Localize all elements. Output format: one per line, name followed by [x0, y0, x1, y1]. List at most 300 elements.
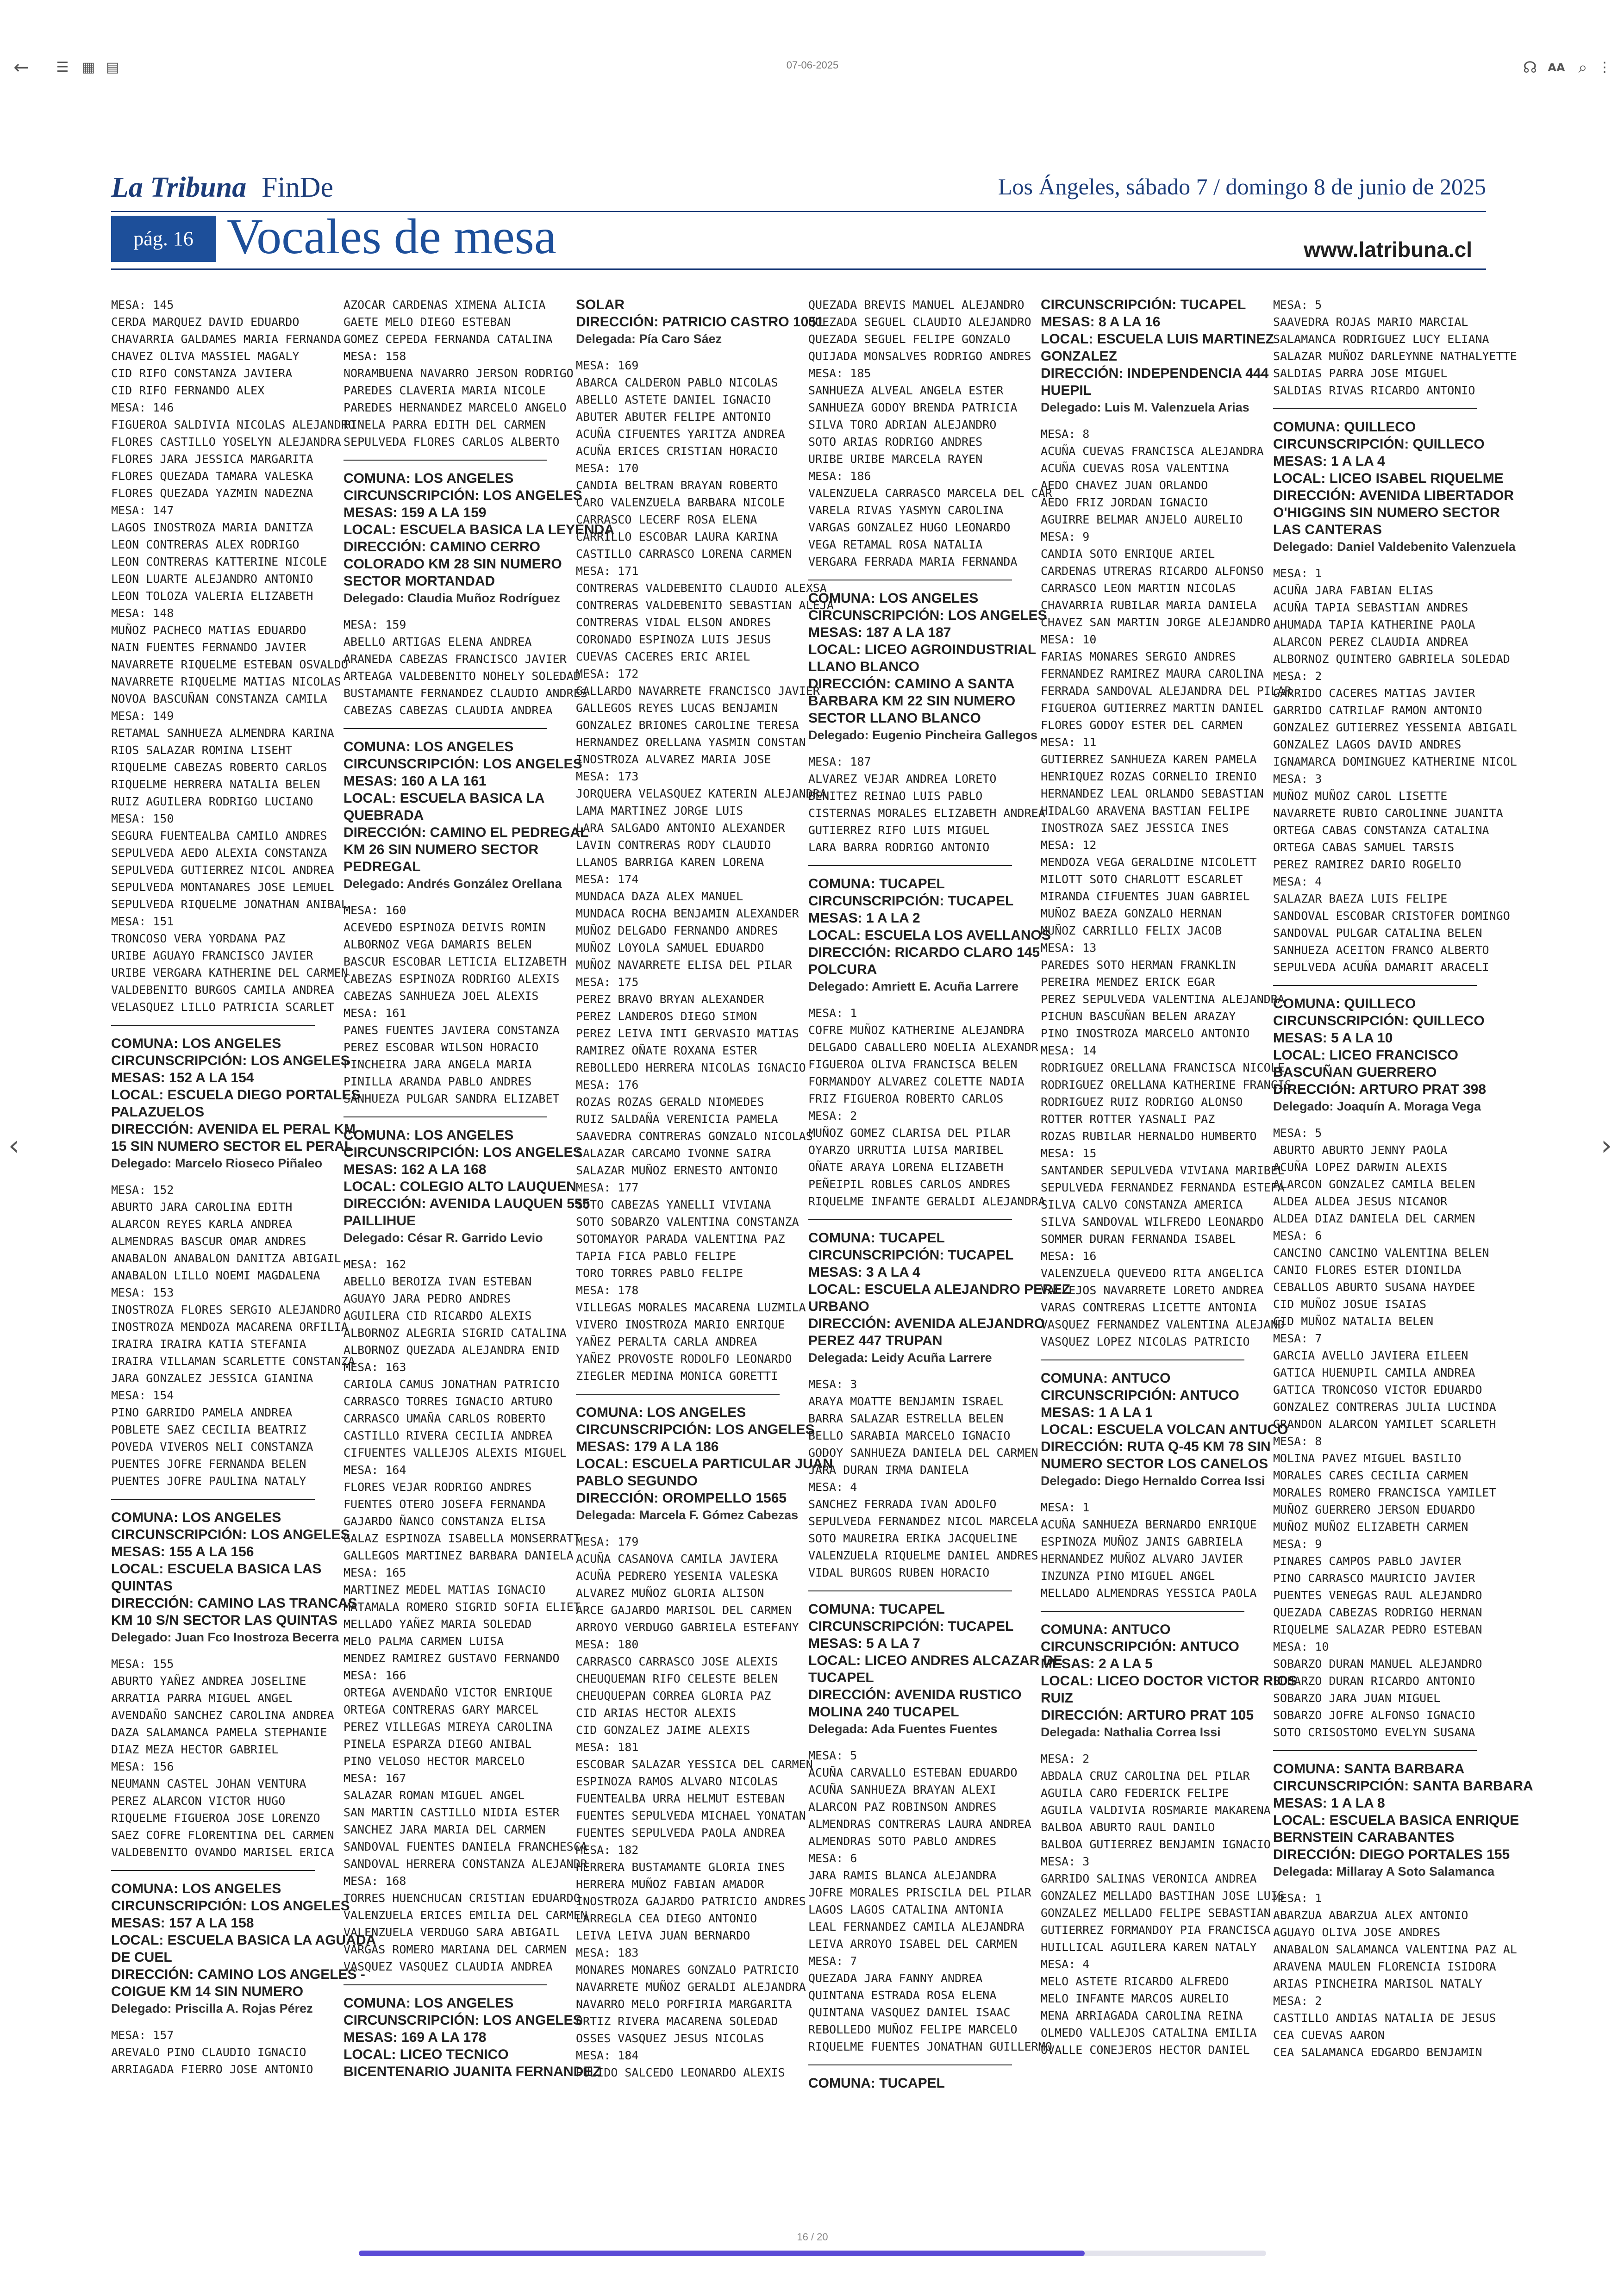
voter-name: OYARZO URRUTIA LUISA MARIBEL [808, 1143, 1004, 1157]
voter-name: PEREZ VILLEGAS MIREYA CAROLINA [344, 1720, 553, 1734]
mesa-list-block [344, 296, 574, 450]
more-options-icon[interactable]: ⋮ [1598, 59, 1612, 75]
search-icon[interactable]: ⌕ [1578, 58, 1587, 77]
mesa-number: MESA: 170 [576, 461, 639, 475]
mesa-number: MESA: 164 [344, 1463, 406, 1477]
voter-name: VIDAL BURGOS RUBEN HORACIO [808, 1566, 990, 1579]
mesa-number: MESA: 154 [111, 1389, 174, 1402]
mesa-list-block [344, 1256, 587, 1975]
voter-name: PINCHEIRA JARA ANGELA MARIA [344, 1058, 532, 1071]
polling-place-line: COMUNA: SANTA BARBARA [1273, 1761, 1465, 1777]
voter-name: LLANOS BARRIGA KAREN LORENA [576, 855, 764, 869]
voter-name: SALAZAR MUÑOZ ERNESTO ANTONIO [576, 1164, 778, 1177]
polling-place-line: DE CUEL [111, 1950, 172, 1965]
voter-name: PINO INOSTROZA MARCELO ANTONIO [1041, 1027, 1250, 1040]
voter-name: VALENZUELA VERDUGO SARA ABIGAIL [344, 1926, 560, 1939]
mesa-number: MESA: 172 [576, 667, 639, 680]
mesa-list-block [1041, 1499, 1257, 1602]
voter-name: AZOCAR CARDENAS XIMENA ALICIA [344, 298, 546, 312]
polling-place-line: DIRECCIÓN: CAMINO LAS TRANCAS [111, 1596, 357, 1611]
voter-name: ALBORNOZ ALEGRIA SIGRID CATALINA [344, 1326, 567, 1340]
voter-name: AVENDAÑO SANCHEZ CAROLINA ANDREA [111, 1709, 334, 1722]
voter-name: GALLARDO NAVARRETE FRANCISCO JAVIER [576, 684, 820, 698]
mesa-number: MESA: 152 [111, 1183, 174, 1197]
delegado-name: Delegada: Pía Caro Sáez [576, 332, 722, 346]
voter-name: LARA BARRA RODRIGO ANTONIO [808, 841, 990, 854]
voter-name: HERNANDEZ LEAL ORLANDO SEBASTIAN [1041, 787, 1264, 800]
voter-name: LEON LUARTE ALEJANDRO ANTONIO [111, 572, 313, 586]
voter-name: HERNANDEZ MUÑOZ ALVARO JAVIER [1041, 1552, 1243, 1565]
voter-name: YAÑEZ PERALTA CARLA ANDREA [576, 1335, 757, 1348]
polling-place-line: LOCAL: ESCUELA BASICA LA [344, 791, 545, 806]
voter-name: COFRE MUÑOZ KATHERINE ALEJANDRA [808, 1023, 1024, 1037]
voter-name: GARRIDO CATRILAF RAMON ANTONIO [1273, 704, 1482, 717]
polling-place-line: GONZALEZ [1041, 349, 1117, 364]
polling-place-line: LOCAL: ESCUELA DIEGO PORTALES [111, 1087, 361, 1103]
polling-place-line: LOCAL: LICEO ANDRES ALCAZAR DE [808, 1653, 1063, 1668]
polling-place-line: BASCUÑAN GUERRERO [1273, 1065, 1437, 1080]
voter-name: GUTIERREZ RIFO LUIS MIGUEL [808, 823, 990, 837]
polling-place-line: MESAS: 162 A LA 168 [344, 1162, 487, 1177]
polling-place-line: MESAS: 179 A LA 186 [576, 1439, 719, 1454]
voter-name: ORTEGA CABAS CONSTANZA CATALINA [1273, 823, 1489, 837]
voter-name: MUÑOZ LOYOLA SAMUEL EDUARDO [576, 941, 764, 954]
delegado-name: Delegado: Eugenio Pincheira Gallegos [808, 728, 1038, 742]
mesa-number: MESA: 5 [808, 1749, 857, 1762]
delegado-name: Delegado: César R. Garrido Levio [344, 1231, 543, 1245]
article-view-icon[interactable]: ▤ [106, 59, 119, 75]
voter-name: MELO INFANTE MARCOS AURELIO [1041, 1992, 1229, 2005]
polling-place-line: CIRCUNSCRIPCIÓN: LOS ANGELES [344, 488, 582, 503]
polling-place-block [111, 1025, 361, 1172]
polling-place-line: DIRECCIÓN: INDEPENDENCIA 444 [1041, 366, 1269, 381]
voter-name: ACUÑA SANHUEZA BERNARDO ENRIQUE [1041, 1518, 1257, 1531]
voter-name: MUÑOZ BAEZA GONZALO HERNAN [1041, 907, 1222, 920]
polling-place-line: LOCAL: ESCUELA BASICA LA LEYENDA [344, 522, 614, 537]
page-progress-bar[interactable] [359, 2251, 1266, 2256]
voter-name: AGUILA CARO FEDERICK FELIPE [1041, 1786, 1229, 1800]
voter-name: CONTRERAS VIDAL ELSON ANDRES [576, 616, 771, 629]
voter-name: PEREZ LEIVA INTI GERVASIO MATIAS [576, 1027, 799, 1040]
voter-name: SANDOVAL ESCOBAR CRISTOFER DOMINGO [1273, 909, 1510, 923]
polling-place-line: CIRCUNSCRIPCIÓN: LOS ANGELES [808, 608, 1047, 623]
voter-name: QUEZADA SEGUEL FELIPE GONZALO [808, 332, 1011, 346]
voter-name: NOVOA BASCUÑAN CONSTANZA CAMILA [111, 692, 327, 705]
next-page-arrow-icon[interactable]: › [1601, 1129, 1612, 1162]
mesa-list-block [1041, 425, 1292, 1350]
polling-place-line: DIRECCIÓN: AVENIDA RUSTICO [808, 1687, 1022, 1703]
voter-name: MILOTT SOTO CHARLOTT ESCARLET [1041, 873, 1243, 886]
voter-name: SEGURA FUENTEALBA CAMILO ANDRES [111, 829, 327, 842]
delegado-name: Delegado: Claudia Muñoz Rodríguez [344, 591, 561, 605]
voter-name: PINELA ESPARZA DIEGO ANIBAL [344, 1737, 532, 1751]
mesa-number: MESA: 161 [344, 1006, 406, 1020]
mesa-number: MESA: 159 [344, 618, 406, 631]
section-divider [1273, 408, 1477, 409]
mesa-number: MESA: 146 [111, 401, 174, 414]
voter-name: NAIN FUENTES FERNANDO JAVIER [111, 641, 306, 654]
voter-name: ALVAREZ VEJAR ANDREA LORETO [808, 772, 997, 786]
mesa-number: MESA: 182 [576, 1843, 639, 1857]
voter-name: SANHUEZA ACEITON FRANCO ALBERTO [1273, 943, 1489, 957]
polling-place-line: MESAS: 160 A LA 161 [344, 773, 487, 789]
voter-name: NAVARRETE RIQUELME MATIAS NICOLAS [111, 675, 341, 688]
voter-name: ACUÑA ERICES CRISTIAN HORACIO [576, 444, 778, 458]
voter-name: CHAVEZ OLIVA MASSIEL MAGALY [111, 349, 300, 363]
vocales-columns [111, 296, 1533, 2157]
voter-name: VALLEJOS NAVARRETE LORETO ANDREA [1041, 1284, 1264, 1297]
voter-name: RODRIGUEZ ORELLANA FRANCISCA NICOLE [1041, 1061, 1285, 1074]
polling-place-line: MESAS: 157 A LA 158 [111, 1915, 254, 1931]
polling-place-line: CIRCUNSCRIPCIÓN: LOS ANGELES [111, 1053, 350, 1068]
mesa-number: MESA: 180 [576, 1638, 639, 1651]
mesa-list-block [808, 1004, 1045, 1210]
voter-name: VALDEBENITO OVANDO MARISEL ERICA [111, 1846, 334, 1859]
polling-place-line: DIRECCIÓN: CAMINO EL PEDREGAL [344, 825, 589, 840]
mesa-list-block [111, 2027, 324, 2078]
page-progress-fill [359, 2251, 1085, 2256]
voter-name: SOTO CABEZAS YANELLI VIVIANA [576, 1198, 771, 1211]
polling-place-line: MESAS: 1 A LA 8 [1273, 1796, 1385, 1811]
voter-name: ESCOBAR SALAZAR YESSICA DEL CARMEN [576, 1758, 813, 1771]
mesa-number: MESA: 177 [576, 1181, 639, 1194]
voter-name: AEDO FRIZ JORDAN IGNACIO [1041, 496, 1208, 509]
polling-place-line: PALAZUELOS [111, 1104, 205, 1120]
grid-view-icon[interactable]: ▦ [81, 59, 95, 75]
voter-name: PEREIRA MENDEZ ERICK EGAR [1041, 975, 1215, 989]
voter-name: AEDO CHAVEZ JUAN ORLANDO [1041, 479, 1208, 492]
voter-name: PINO GARRIDO PAMELA ANDREA [111, 1406, 293, 1419]
mesa-number: MESA: 10 [1273, 1640, 1329, 1653]
voter-name: VASQUEZ FERNANDEZ VALENTINA ALEJAND [1041, 1318, 1285, 1331]
voter-name: PINELA PARRA EDITH DEL CARMEN [344, 418, 546, 431]
polling-place-line: MESAS: 159 A LA 159 [344, 505, 487, 520]
voter-name: JORQUERA VELASQUEZ KATERIN ALEJANDRA [576, 787, 827, 800]
voter-name: CID RIFO FERNANDO ALEX [111, 384, 265, 397]
voter-name: PINARES CAMPOS PABLO JAVIER [1273, 1554, 1462, 1568]
voter-name: PEREZ RAMIREZ DARIO ROGELIO [1273, 858, 1462, 871]
mesa-number: MESA: 183 [576, 1946, 639, 1959]
mesa-number: MESA: 184 [576, 2049, 639, 2062]
mesa-number: MESA: 173 [576, 770, 639, 783]
voter-name: OÑATE ARAYA LORENA ELIZABETH [808, 1160, 1004, 1174]
polling-place-line: DIRECCIÓN: OROMPELLO 1565 [576, 1491, 787, 1506]
voter-name: CASTILLO ANDIAS NATALIA DE JESUS [1273, 2011, 1496, 2025]
polling-place-line: COMUNA: LOS ANGELES [111, 1036, 281, 1051]
voter-name: PAREDES HERNANDEZ MARCELO ANGELO [344, 401, 567, 414]
mesa-number: MESA: 155 [111, 1657, 174, 1671]
voter-name: GONZALEZ MELLADO BASTIHAN JOSE LUIS [1041, 1889, 1285, 1902]
voter-name: SALAZAR CARCAMO IVONNE SAIRA [576, 1147, 771, 1160]
mesa-number: MESA: 3 [808, 1378, 857, 1391]
voter-name: VARAS CONTRERAS LICETTE ANTONIA [1041, 1301, 1257, 1314]
polling-place-line: COMUNA: QUILLECO [1273, 996, 1416, 1011]
voter-name: TRONCOSO VERA YORDANA PAZ [111, 932, 286, 945]
polling-place-line: COIGUE KM 14 SIN NUMERO [111, 1984, 304, 1999]
mesa-list-block [1273, 1890, 1517, 2061]
voter-name: CUEVAS CACERES ERIC ARIEL [576, 650, 750, 663]
text-size-button[interactable]: AA [1548, 61, 1565, 74]
voter-name: ORTEGA AVENDAÑO VICTOR ENRIQUE [344, 1686, 553, 1699]
delegado-name: Delegada: Nathalia Correa Issi [1041, 1725, 1221, 1739]
mesa-number: MESA: 1 [1273, 567, 1322, 580]
mesa-number: MESA: 8 [1273, 1434, 1322, 1448]
voter-name: LARREGLA CEA DIEGO ANTONIO [576, 1912, 757, 1925]
voter-name: REBOLLEDO MUÑOZ FELIPE MARCELO [808, 2023, 1018, 2036]
polling-place-line: COMUNA: LOS ANGELES [111, 1510, 281, 1525]
voter-name: PAREDES CLAVERIA MARIA NICOLE [344, 384, 546, 397]
polling-place-line: QUINTAS [111, 1578, 173, 1594]
polling-place-line: BERNSTEIN CARABANTES [1273, 1830, 1455, 1845]
mesa-number: MESA: 150 [111, 812, 174, 825]
voter-name: HERRERA MUÑOZ FABIAN AMADOR [576, 1877, 764, 1891]
voter-name: ARCE GAJARDO MARISOL DEL CARMEN [576, 1603, 792, 1617]
voter-name: CANCINO CANCINO VALENTINA BELEN [1273, 1246, 1489, 1260]
voter-name: GUTIERREZ SANHUEZA KAREN PAMELA [1041, 753, 1257, 766]
voter-name: CANDIA BELTRAN BRAYAN ROBERTO [576, 479, 778, 492]
page-number-badge: pág. 16 [111, 216, 216, 262]
voter-name: CID ARIAS HECTOR ALEXIS [576, 1706, 737, 1720]
mesa-number: MESA: 5 [1273, 298, 1322, 312]
mesa-number: MESA: 7 [808, 1954, 857, 1968]
voter-name: QUEZADA CABEZAS RODRIGO HERNAN [1273, 1606, 1482, 1619]
voter-name: JARA DURAN IRMA DANIELA [808, 1463, 969, 1477]
voter-name: CARO VALENZUELA BARBARA NICOLE [576, 496, 785, 509]
back-arrow-icon[interactable]: ← [13, 57, 29, 78]
polling-place-line: URBANO [808, 1299, 869, 1314]
mesa-number: MESA: 14 [1041, 1044, 1097, 1057]
voter-name: CASTILLO CARRASCO LORENA CARMEN [576, 547, 792, 561]
mesa-list-block [1041, 1750, 1285, 2058]
voter-name: SANCHEZ FERRADA IVAN ADOLFO [808, 1497, 997, 1511]
voter-name: PINO VELOSO HECTOR MARCELO [344, 1754, 525, 1768]
mesa-number: MESA: 165 [344, 1566, 406, 1579]
voter-name: MATAMALA ROMERO SIGRID SOFIA ELIET [344, 1600, 581, 1614]
voter-name: QUIJADA MONSALVES RODRIGO ANDRES [808, 349, 1031, 363]
polling-place-line: MESAS: 5 A LA 7 [808, 1636, 920, 1651]
voter-name: HERRERA BUSTAMANTE GLORIA INES [576, 1860, 785, 1874]
voter-name: GARRIDO CACERES MATIAS JAVIER [1273, 686, 1475, 700]
website-url[interactable]: www.latribuna.cl [1304, 237, 1472, 262]
voter-name: PULIDO SALCEDO LEONARDO ALEXIS [576, 2066, 785, 2079]
list-view-icon[interactable]: ☰ [56, 59, 69, 75]
voter-name: POBLETE SAEZ CECILIA BEATRIZ [111, 1423, 306, 1436]
voter-name: FIGUEROA GUTIERREZ MARTIN DANIEL [1041, 701, 1264, 715]
polling-place-block [344, 1116, 590, 1247]
mesa-number: MESA: 10 [1041, 633, 1097, 646]
polling-place-line: LOCAL: ESCUELA BASICA ENRIQUE [1273, 1813, 1519, 1828]
headphones-icon[interactable]: ☊ [1523, 58, 1537, 77]
voter-name: ACUÑA JARA FABIAN ELIAS [1273, 584, 1434, 597]
mesa-number: MESA: 4 [1273, 875, 1322, 888]
voter-name: INOSTROZA FLORES SERGIO ALEJANDRO [111, 1303, 341, 1316]
voter-name: QUEZADA JARA FANNY ANDREA [808, 1971, 983, 1985]
voter-name: CEBALLOS ABURTO SUSANA HAYDEE [1273, 1280, 1475, 1294]
mesa-number: MESA: 156 [111, 1760, 174, 1773]
polling-place-line: BICENTENARIO JUANITA FERNANDEZ [344, 2064, 601, 2079]
polling-place-line: DIRECCIÓN: CAMINO A SANTA [808, 676, 1015, 692]
voter-name: CID MUÑOZ JOSUE ISAIAS [1273, 1297, 1427, 1311]
voter-name: MUÑOZ PACHECO MATIAS EDUARDO [111, 624, 306, 637]
polling-place-line: COLORADO KM 28 SIN NUMERO [344, 556, 562, 572]
polling-place-line: LOCAL: ESCUELA LOS AVELLANOS [808, 928, 1051, 943]
section-divider [344, 460, 547, 461]
mesa-number: MESA: 167 [344, 1771, 406, 1785]
dateline: Los Ángeles, sábado 7 / domingo 8 de junio de 2025 [998, 174, 1486, 200]
voter-name: SOMMER DURAN FERNANDA ISABEL [1041, 1232, 1236, 1246]
voter-name: LEIVA ARROYO ISABEL DEL CARMEN [808, 1937, 1018, 1951]
voter-name: AGUAYO OLIVA JOSE ANDRES [1273, 1926, 1441, 1939]
mesa-number: MESA: 11 [1041, 736, 1097, 749]
voter-name: NAVARRETE RIQUELME ESTEBAN OSVALDO [111, 658, 348, 671]
mesa-list-block [576, 1533, 813, 2081]
polling-place-line: LOCAL: LICEO AGROINDUSTRIAL [808, 642, 1037, 657]
polling-place-line: MESAS: 3 A LA 4 [808, 1265, 920, 1280]
voter-name: ORTIZ RIVERA MACARENA SOLEDAD [576, 2014, 778, 2028]
polling-place-line: COMUNA: QUILLECO [1273, 419, 1416, 435]
mesa-number: MESA: 15 [1041, 1147, 1097, 1160]
polling-place-line: MESAS: 1 A LA 1 [1041, 1405, 1153, 1420]
voter-name: ESPINOZA RAMOS ALVARO NICOLAS [576, 1775, 778, 1788]
polling-place-line: CIRCUNSCRIPCIÓN: TUCAPEL [808, 1619, 1014, 1634]
voter-name: HIDALGO ARAVENA BASTIAN FELIPE [1041, 804, 1250, 817]
voter-name: PANES FUENTES JAVIERA CONSTANZA [344, 1023, 560, 1037]
voter-name: FUENTES SEPULVEDA MICHAEL YONATAN [576, 1809, 806, 1822]
polling-place-line: DIRECCIÓN: RUTA Q-45 KM 78 SIN [1041, 1439, 1271, 1454]
voter-name: CANDIA SOTO ENRIQUE ARIEL [1041, 547, 1215, 561]
polling-place-line: DIRECCIÓN: RICARDO CLARO 145 [808, 945, 1040, 960]
polling-place-line: CIRCUNSCRIPCIÓN: TUCAPEL [808, 1247, 1014, 1263]
voter-name: ZIEGLER MEDINA MONICA GORETTI [576, 1369, 778, 1383]
mesa-number: MESA: 1 [808, 1006, 857, 1020]
voter-name: MELO PALMA CARMEN LUISA [344, 1634, 504, 1648]
mesa-number: MESA: 7 [1273, 1332, 1322, 1345]
voter-name: ABUTER ABUTER FELIPE ANTONIO [576, 410, 771, 424]
voter-name: JARA RAMIS BLANCA ALEJANDRA [808, 1869, 997, 1882]
voter-name: ABURTO ABURTO JENNY PAOLA [1273, 1143, 1448, 1157]
prev-page-arrow-icon[interactable]: ‹ [8, 1129, 19, 1162]
polling-place-line: COMUNA: ANTUCO [1041, 1371, 1171, 1386]
polling-place-line: MESAS: 1 A LA 4 [1273, 454, 1385, 469]
polling-place-line: LOCAL: ESCUELA PARTICULAR JUAN [576, 1456, 833, 1472]
voter-name: CHAVARRIA GALDAMES MARIA FERNANDA [111, 332, 341, 346]
mesa-number: MESA: 8 [1041, 427, 1090, 441]
mesa-number: MESA: 166 [344, 1669, 406, 1682]
voter-name: ALARCON PAZ ROBINSON ANDRES [808, 1800, 997, 1814]
voter-name: CHAVARRIA RUBILAR MARIA DANIELA [1041, 599, 1257, 612]
voter-name: AGUILERA CID RICARDO ALEXIS [344, 1309, 532, 1322]
voter-name: CABEZAS SANHUEZA JOEL ALEXIS [344, 989, 539, 1003]
voter-name: OSSES VASQUEZ JESUS NICOLAS [576, 2032, 764, 2045]
mesa-number: MESA: 160 [344, 904, 406, 917]
polling-place-line: DIRECCIÓN: AVENIDA ALEJANDRO [808, 1316, 1045, 1331]
polling-place-line: PEREZ 447 TRUPAN [808, 1333, 943, 1348]
voter-name: PEREZ BRAVO BRYAN ALEXANDER [576, 992, 764, 1006]
voter-name: RIQUELME FUENTES JONATHAN GUILLERMO [808, 2040, 1052, 2053]
voter-name: GONZALEZ GUTIERREZ YESSENIA ABIGAIL [1273, 721, 1517, 734]
mesa-number: MESA: 162 [344, 1258, 406, 1271]
voter-name: OLMEDO VALLEJOS CATALINA EMILIA [1041, 2026, 1257, 2039]
polling-place-line: COMUNA: TUCAPEL [808, 1230, 945, 1246]
polling-place-line: COMUNA: LOS ANGELES [344, 471, 514, 486]
mesa-number: MESA: 151 [111, 915, 174, 928]
voter-name: SILVA SANDOVAL WILFREDO LEONARDO [1041, 1215, 1264, 1229]
polling-place-line: COMUNA: LOS ANGELES [344, 1996, 514, 2011]
voter-name: MUÑOZ GOMEZ CLARISA DEL PILAR [808, 1126, 1011, 1140]
reader-toolbar [0, 0, 1624, 134]
voter-name: CORONADO ESPINOZA LUIS JESUS [576, 633, 771, 646]
polling-place-line: CIRCUNSCRIPCIÓN: SANTA BARBARA [1273, 1778, 1533, 1794]
voter-name: ALBORNOZ QUEZADA ALEJANDRA ENID [344, 1343, 560, 1357]
voter-name: PEREZ LANDEROS DIEGO SIMON [576, 1010, 757, 1023]
mesa-number: MESA: 174 [576, 873, 639, 886]
mesa-number: MESA: 175 [576, 975, 639, 989]
voter-name: CARRASCO UMAÑA CARLOS ROBERTO [344, 1412, 546, 1425]
voter-name: GRANDON ALARCON YAMILET SCARLETH [1273, 1417, 1496, 1431]
polling-place-line: LOCAL: ESCUELA LUIS MARTINEZ [1041, 331, 1274, 347]
voter-name: MELO ASTETE RICARDO ALFREDO [1041, 1975, 1229, 1988]
voter-name: GARCIA AVELLO JAVIERA EILEEN [1273, 1349, 1468, 1362]
mesa-number: MESA: 9 [1041, 530, 1090, 543]
polling-place-line: COMUNA: LOS ANGELES [576, 1405, 746, 1420]
polling-place-line: LLANO BLANCO [808, 659, 919, 674]
voter-name: URIBE AGUAYO FRANCISCO JAVIER [111, 949, 313, 962]
polling-place-line: SECTOR MORTANDAD [344, 574, 495, 589]
voter-name: CABEZAS CABEZAS CLAUDIA ANDREA [344, 704, 553, 717]
voter-name: FLORES QUEZADA YAZMIN NADEZNA [111, 486, 313, 500]
voter-name: HENRIQUEZ ROZAS CORNELIO IRENIO [1041, 770, 1257, 783]
mesa-number: MESA: 153 [111, 1286, 174, 1299]
mesa-number: MESA: 2 [1041, 1752, 1090, 1765]
polling-place-line: DIRECCIÓN: PATRICIO CASTRO 1051 [576, 314, 824, 330]
voter-name: ACUÑA CASANOVA CAMILA JAVIERA [576, 1552, 778, 1565]
mesa-number: MESA: 2 [1273, 669, 1322, 683]
voter-name: SOBARZO JARA JUAN MIGUEL [1273, 1691, 1441, 1705]
voter-name: SEPULVEDA FERNANDEZ NICOL MARCELA [808, 1515, 1038, 1528]
polling-place-line: LOCAL: ESCUELA ALEJANDRO PEREZ [808, 1282, 1071, 1297]
mesa-number: MESA: 5 [1273, 1126, 1322, 1140]
voter-name: QUEZADA BREVIS MANUEL ALEJANDRO [808, 298, 1024, 312]
voter-name: SOTOMAYOR PARADA VALENTINA PAZ [576, 1232, 785, 1246]
polling-place-line: DIRECCIÓN: DIEGO PORTALES 155 [1273, 1847, 1510, 1862]
voter-name: FORMANDOY ALVAREZ COLETTE NADIA [808, 1075, 1024, 1088]
voter-name: SILVA CALVO CONSTANZA AMERICA [1041, 1198, 1243, 1211]
polling-place-line: 15 SIN NUMERO SECTOR EL PERAL [111, 1139, 353, 1154]
voter-name: BASCUR ESCOBAR LETICIA ELIZABETH [344, 955, 567, 968]
voter-name: IRAIRA VILLAMAN SCARLETTE CONSTANZA [111, 1354, 355, 1368]
voter-name: FERRADA SANDOVAL ALEJANDRA DEL PILAR [1041, 684, 1292, 698]
mesa-list-block [111, 1655, 334, 1861]
voter-name: FIGUEROA SALDIVIA NICOLAS ALEJANDRO [111, 418, 355, 431]
voter-name: FUENTEALBA URRA HELMUT ESTEBAN [576, 1792, 785, 1805]
voter-name: MUÑOZ DELGADO FERNANDO ANDRES [576, 924, 778, 937]
voter-name: ARRIAGADA FIERRO JOSE ANTONIO [111, 2063, 313, 2076]
mesa-number: MESA: 171 [576, 564, 639, 578]
voter-name: GONZALEZ BRIONES CAROLINE TERESA [576, 718, 799, 732]
voter-name: ABELLO ASTETE DANIEL IGNACIO [576, 393, 771, 406]
voter-name: CHAVEZ SAN MARTIN JORGE ALEJANDRO [1041, 616, 1271, 629]
voter-name: CHEUQUEMAN RIFO CELESTE BELEN [576, 1672, 778, 1685]
polling-place-line: DIRECCIÓN: ARTURO PRAT 105 [1041, 1708, 1254, 1723]
voter-name: ORTEGA CONTRERAS GARY MARCEL [344, 1703, 539, 1716]
voter-name: BALBOA ABURTO RAUL DANILO [1041, 1821, 1215, 1834]
voter-name: ARTEAGA VALDEBENITO NOHELY SOLEDAD [344, 669, 581, 683]
voter-name: GAJARDO ÑANCO CONSTANZA ELISA [344, 1515, 546, 1528]
voter-name: SALAZAR MUÑOZ DARLEYNNE NATHALYETTE [1273, 349, 1517, 363]
voter-name: MONARES MONARES GONZALO PATRICIO [576, 1963, 799, 1977]
voter-name: FLORES VEJAR RODRIGO ANDRES [344, 1480, 532, 1494]
polling-place-line: COMUNA: TUCAPEL [808, 2076, 945, 2091]
